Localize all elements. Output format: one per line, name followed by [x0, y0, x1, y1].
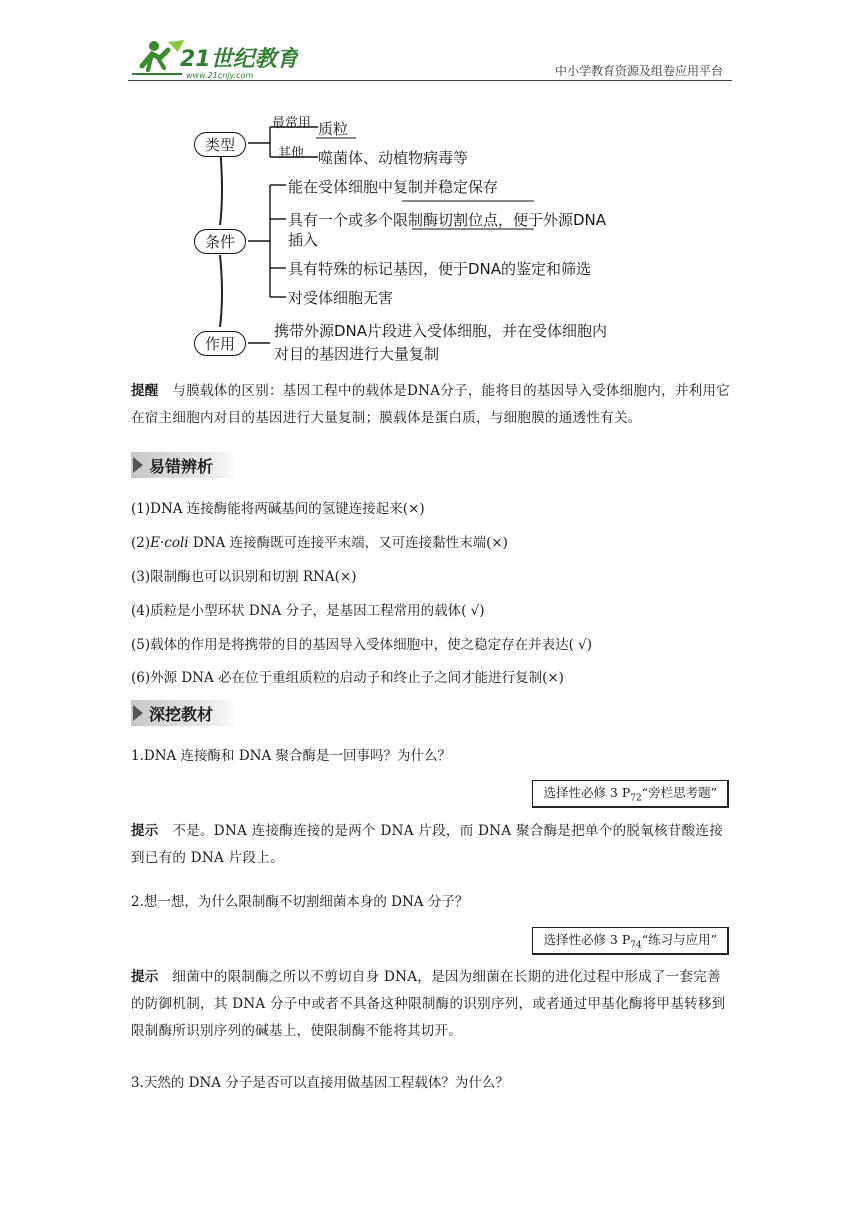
reminder-label: 提醒 [131, 383, 159, 399]
section-title: 易错辨析 [149, 456, 214, 476]
question-1: 1.DNA 连接酶和 DNA 聚合酶是一回事吗？为什么？ [131, 748, 452, 764]
source-text: 选择性必修 3 P [543, 932, 631, 947]
hint-text: 不是。DNA 连接酶连接的是两个 DNA 片段，而 DNA 聚合酶是把单个的脱氧核苷酸连接到已有的 DNA 片段上。 [131, 823, 724, 866]
source-reference-1 [532, 780, 729, 808]
hint-label: 提示 [131, 823, 159, 839]
list-item [131, 531, 508, 551]
condition-1: 能在受体细胞中复制并稳定保存 [288, 178, 499, 196]
reminder-paragraph [131, 378, 731, 432]
function-line2: 对目的基因进行大量复制 [274, 345, 440, 363]
list-item: (5)载体的作用是将携带的目的基因导入受体细胞中，使之稳定存在并表达( √) [131, 637, 593, 653]
runner-icon [142, 40, 184, 70]
list-item: (3)限制酶也可以识别和切割 RNA(×) [131, 569, 357, 585]
triangle-icon [133, 705, 143, 721]
list-item: (1)DNA 连接酶能将两碱基间的氢键连接起来(×) [131, 501, 425, 517]
question-3: 3.天然的 DNA 分子是否可以直接用做基因工程载体？为什么？ [131, 1075, 509, 1091]
function-line1: 携带外源DNA片段进入受体细胞，并在受体细胞内 [274, 322, 608, 340]
reminder-text: 与膜载体的区别：基因工程中的载体是DNA分子，能将目的基因导入受体细胞内，并利用它在宿主细胞内对目的基因进行大量复制；膜载体是蛋白质，与细胞膜的通透性有关。 [131, 383, 731, 426]
condition-4: 对受体细胞无害 [288, 289, 394, 307]
type-branch1-value: 质粒 [318, 120, 349, 138]
source-text: “练习与应用” [641, 932, 717, 947]
section-heading-textbook [131, 700, 236, 726]
hint-text: 细菌中的限制酶之所以不剪切自身 DNA，是因为细菌在长期的进化过程中形成了一套完善的防御机制，其 DNA 分子中或者不具备这种限制酶的识别序列，或者通过甲基化酶将甲基转移到限制酶所识别序列的碱基上，使限制酶不能将其切开。 [131, 969, 726, 1039]
item-text: DNA 连接酶既可连接平末端，又可连接黏性末端(×) [188, 535, 508, 551]
type-branch1-label: 最常用 [272, 116, 312, 131]
site-logo [128, 36, 298, 82]
header-platform-text: 中小学教育资源及组卷应用平台 [554, 64, 723, 78]
node-function: 作用 [194, 331, 246, 356]
condition-3: 具有特殊的标记基因，便于DNA的鉴定和筛选 [288, 260, 592, 278]
vector-concept-map [190, 105, 710, 365]
type-branch2-label: 其他 [278, 146, 305, 161]
triangle-icon [133, 457, 143, 473]
logo-url: www.21cnjy.com [186, 71, 254, 80]
list-item: (4)质粒是小型环状 DNA 分子，是基因工程常用的载体( √) [131, 603, 485, 619]
source-text: “旁栏思考题” [641, 785, 717, 800]
header-divider [128, 80, 732, 81]
hint-label: 提示 [131, 969, 159, 985]
species-name: E·coli [150, 535, 189, 551]
item-prefix: (2) [131, 535, 151, 551]
condition-2-line2: 插入 [288, 231, 319, 249]
list-item: (6)外源 DNA 必在位于重组质粒的启动子和终止子之间才能进行复制(×) [131, 670, 564, 686]
section-title: 深挖教材 [149, 704, 214, 724]
source-text: 选择性必修 3 P [543, 785, 631, 800]
condition-2-line1: 具有一个或多个限制酶切割位点，便于外源DNA [288, 211, 607, 229]
question-2: 2.想一想，为什么限制酶不切割细菌本身的 DNA 分子？ [131, 894, 469, 910]
source-reference-2 [532, 927, 729, 955]
type-branch2-value: 噬菌体、动植物病毒等 [318, 149, 469, 167]
node-condition: 条件 [194, 229, 246, 254]
section-heading-errors [131, 452, 236, 478]
answer-1 [131, 818, 731, 872]
page-subscript: 72 [630, 793, 642, 804]
answer-2 [131, 964, 731, 1045]
page-subscript: 74 [630, 940, 642, 951]
node-type: 类型 [194, 132, 246, 157]
logo-text: 21世纪教育 [180, 47, 298, 72]
